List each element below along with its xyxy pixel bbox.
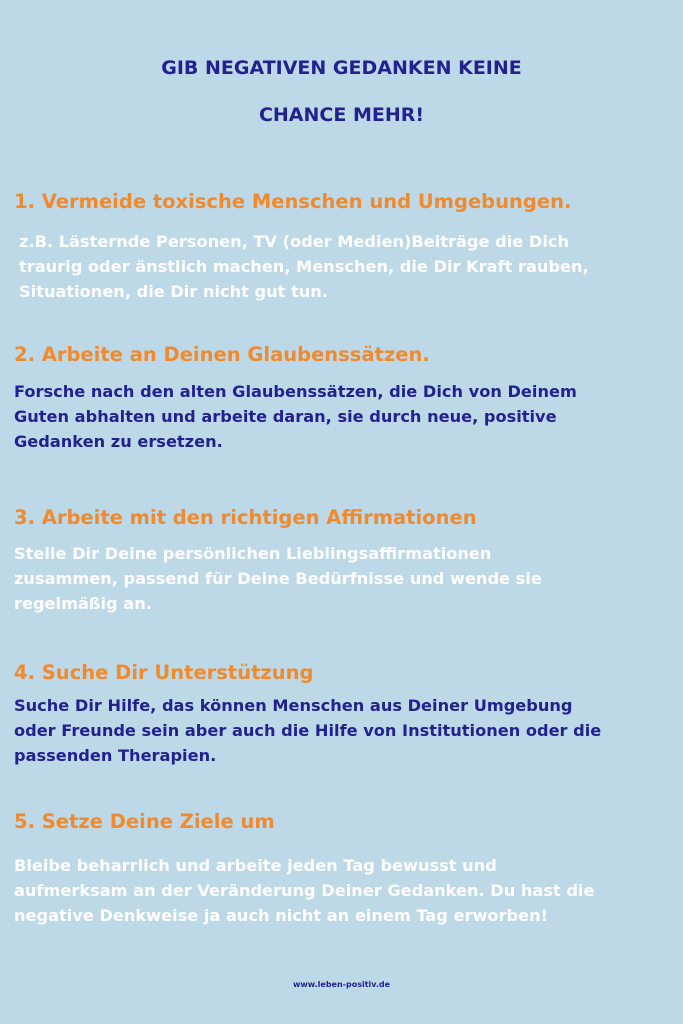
section-1-line-3: Situationen, die Dir nicht gut tun. <box>19 282 328 301</box>
section-5-line-2: aufmerksam an der Veränderung Deiner Gedanken. Du hast die <box>14 881 595 900</box>
section-3-line-2: zusammen, passend für Deine Bedürfnisse und wende sie <box>14 569 542 588</box>
section-4-line-1: Suche Dir Hilfe, das können Menschen aus Deiner Umgebung <box>14 696 573 715</box>
section-5-text <box>14 853 594 928</box>
section-4-line-2: oder Freunde sein aber auch die Hilfe von Institutionen oder die <box>14 721 602 740</box>
section-1-text <box>19 229 589 304</box>
section-5-heading: 5. Setze Deine Ziele um <box>14 810 275 833</box>
section-3-line-3: regelmäßig an. <box>14 594 152 613</box>
title-line-2: CHANCE MEHR! <box>258 104 425 126</box>
section-4-text <box>14 693 601 768</box>
section-1-line-2: traurig oder änstlich machen, Menschen, die Dir Kraft rauben, <box>19 257 589 276</box>
page-title <box>0 45 683 139</box>
section-3-heading: 3. Arbeite mit den richtigen Affirmationen <box>14 506 477 529</box>
section-1-heading: 1. Vermeide toxische Menschen und Umgebungen. <box>14 190 572 213</box>
section-2-line-1: Forsche nach den alten Glaubenssätzen, die Dich von Deinem <box>14 382 577 401</box>
section-3-text <box>14 541 542 616</box>
website-url: www.leben-positiv.de <box>292 980 391 989</box>
section-1-line-1: z.B. Lästernde Personen, TV (oder Medien)Beiträge die Dich <box>19 232 569 251</box>
title-line-1: GIB NEGATIVEN GEDANKEN KEINE <box>161 57 522 79</box>
section-3-line-1: Stelle Dir Deine persönlichen Lieblingsaffirmationen <box>14 544 492 563</box>
section-2-line-3: Gedanken zu ersetzen. <box>14 432 223 451</box>
section-2-line-2: Guten abhalten und arbeite daran, sie durch neue, positive <box>14 407 557 426</box>
section-5-line-1: Bleibe beharrlich und arbeite jeden Tag bewusst und <box>14 856 497 875</box>
section-2-heading: 2. Arbeite an Deinen Glaubenssätzen. <box>14 343 430 366</box>
section-4-heading: 4. Suche Dir Unterstützung <box>14 661 314 684</box>
section-5-line-3: negative Denkweise ja auch nicht an einem Tag erworben! <box>14 906 548 925</box>
section-4-line-3: passenden Therapien. <box>14 746 217 765</box>
section-2-text <box>14 379 577 454</box>
